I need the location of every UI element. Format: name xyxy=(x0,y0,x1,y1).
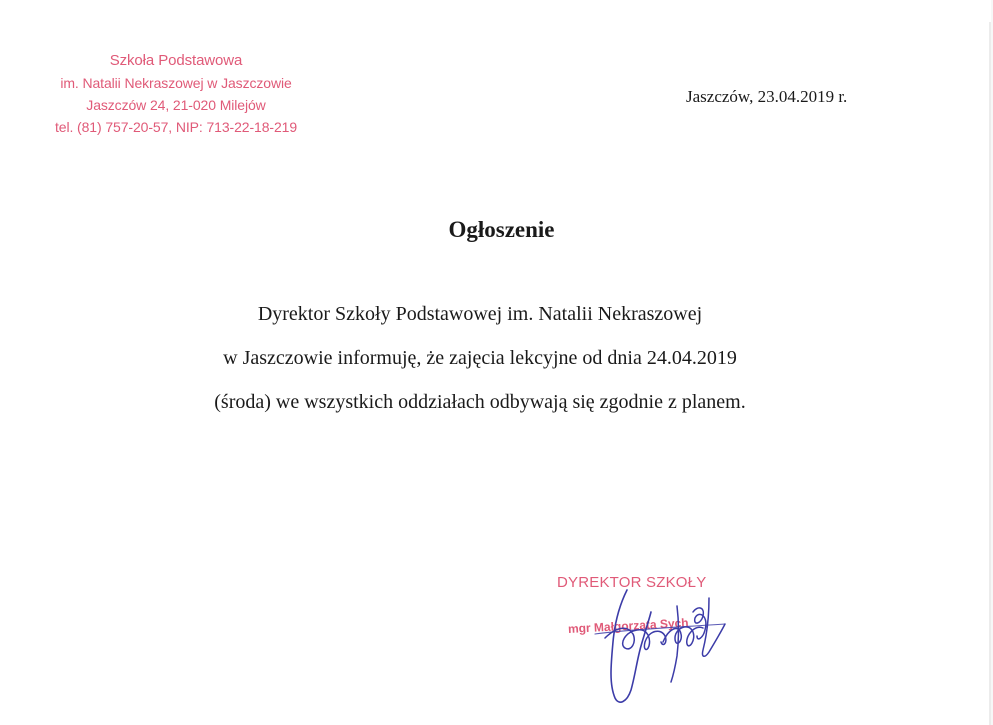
stamp-school-contact: tel. (81) 757-20-57, NIP: 713-22-18-219 xyxy=(54,119,298,135)
page-edge xyxy=(989,22,991,725)
body-line: w Jaszczowie informuję, że zajęcia lekcyjne od dnia 24.04.2019 xyxy=(223,347,737,369)
signature-stroke xyxy=(671,606,679,682)
document-date: Jaszczów, 23.04.2019 r. xyxy=(686,87,848,106)
signature-stamp-title: DYREKTOR SZKOŁY xyxy=(557,574,707,591)
school-stamp xyxy=(40,50,312,138)
stamp-school-address: Jaszczów 24, 21-020 Milejów xyxy=(86,97,266,113)
body-line: Dyrektor Szkoły Podstawowej im. Natalii Nekraszowej xyxy=(257,303,703,325)
document-title: Ogłoszenie xyxy=(448,217,555,242)
body-line: (środa) we wszystkich oddziałach odbywają się zgodnie z planem. xyxy=(214,391,746,413)
handwritten-signature xyxy=(575,572,765,712)
announcement-body xyxy=(0,292,960,424)
signature-stamp-name: mgr Małgorzata Sych xyxy=(567,615,689,636)
stamp-school-name: Szkoła Podstawowa xyxy=(109,52,243,69)
signature-stroke xyxy=(693,608,706,639)
stamp-school-patron: im. Natalii Nekraszowej w Jaszczowie xyxy=(60,75,292,91)
